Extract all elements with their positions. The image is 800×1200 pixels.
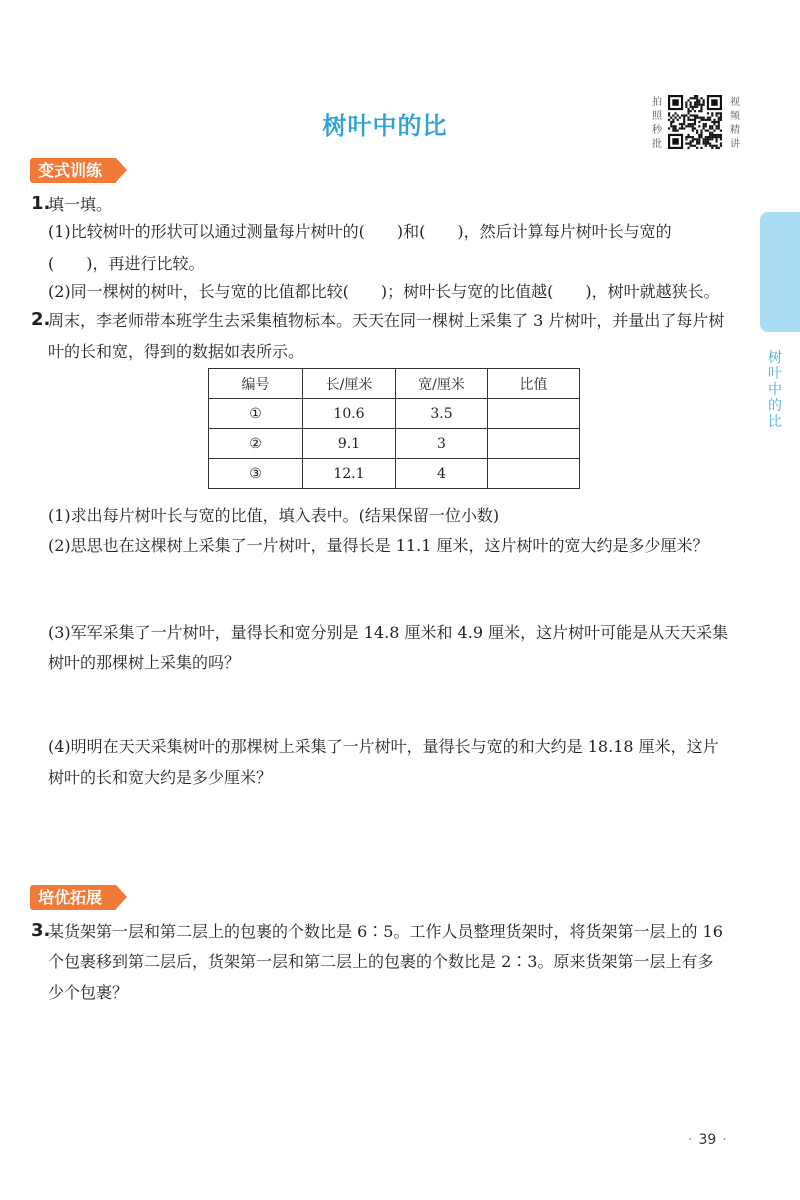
question-line: (1)比较树叶的形状可以通过测量每片树叶的( )和( )，然后计算每片树叶长与宽的 <box>48 222 672 241</box>
sub-question: (1)求出每片树叶长与宽的比值，填入表中。(结果保留一位小数) <box>48 506 500 525</box>
table-row <box>209 429 580 459</box>
table-cell: 12.1 <box>303 459 396 489</box>
section-tag-advanced: 培优拓展 <box>30 885 116 910</box>
leaf-data-table <box>208 368 580 489</box>
sub-question: 树叶的那棵树上采集的吗？ <box>48 653 241 672</box>
table-row <box>209 459 580 489</box>
table-cell: ③ <box>209 459 303 489</box>
side-tab <box>760 212 800 332</box>
section-tag-variant-training: 变式训练 <box>30 158 116 183</box>
table-row <box>209 399 580 429</box>
question-line: 某货架第一层和第二层上的包裹的个数比是 6∶5。工作人员整理货架时，将货架第一层上的 16 <box>48 922 723 941</box>
table-cell: 3 <box>396 429 488 459</box>
sub-question: (2)思思也在这棵树上采集了一片树叶，量得长是 11.1 厘米，这片树叶的宽大约是多少厘米？ <box>48 536 709 555</box>
qr-code[interactable] <box>668 95 722 149</box>
table-cell: 4 <box>396 459 488 489</box>
answer-cell[interactable] <box>488 399 580 429</box>
question-line: ( )，再进行比较。 <box>48 254 205 273</box>
question-line: 叶的长和宽，得到的数据如表所示。 <box>48 342 305 361</box>
page-number-value: 39 <box>698 1132 717 1148</box>
qr-right-label: 视频精讲 <box>730 97 740 150</box>
table-header: 比值 <box>488 369 580 399</box>
table-cell: ② <box>209 429 303 459</box>
question-number: 3. <box>31 920 51 941</box>
sub-question: (3)军军采集了一片树叶，量得长和宽分别是 14.8 厘米和 4.9 厘米，这片树叶可能是从天天采集 <box>48 623 729 642</box>
table-header: 宽/厘米 <box>396 369 488 399</box>
page-title: 树叶中的比 <box>322 112 448 140</box>
answer-cell[interactable] <box>488 459 580 489</box>
table-cell: 10.6 <box>303 399 396 429</box>
question-line: 少个包裹？ <box>48 983 129 1002</box>
question-line: 个包裹移到第二层后，货架第一层和第二层上的包裹的个数比是 2∶3。原来货架第一层上有多 <box>48 952 714 971</box>
sub-question: 树叶的长和宽大约是多少厘米？ <box>48 768 273 787</box>
sub-question: (4)明明在天天采集树叶的那棵树上采集了一片树叶，量得长与宽的和大约是 18.18 厘米，这片 <box>48 737 719 756</box>
table-header: 长/厘米 <box>303 369 396 399</box>
question-number: 2. <box>31 309 51 330</box>
side-tab-label: 树叶中的比 <box>768 350 782 430</box>
table-cell: ① <box>209 399 303 429</box>
table-header-row <box>209 369 580 399</box>
answer-cell[interactable] <box>488 429 580 459</box>
table-cell: 3.5 <box>396 399 488 429</box>
qr-left-label: 拍照秒批 <box>652 97 662 150</box>
table-cell: 9.1 <box>303 429 396 459</box>
page-number: · 39 · <box>688 1132 727 1148</box>
question-number: 1. <box>31 193 51 214</box>
question-line: (2)同一棵树的树叶，长与宽的比值都比较( )；树叶长与宽的比值越( )，树叶就越狭长。 <box>48 282 720 301</box>
question-line: 周末，李老师带本班学生去采集植物标本。天天在同一棵树上采集了 3 片树叶，并量出了每片树 <box>48 311 725 330</box>
question-title: 填一填。 <box>48 195 113 214</box>
table-header: 编号 <box>209 369 303 399</box>
